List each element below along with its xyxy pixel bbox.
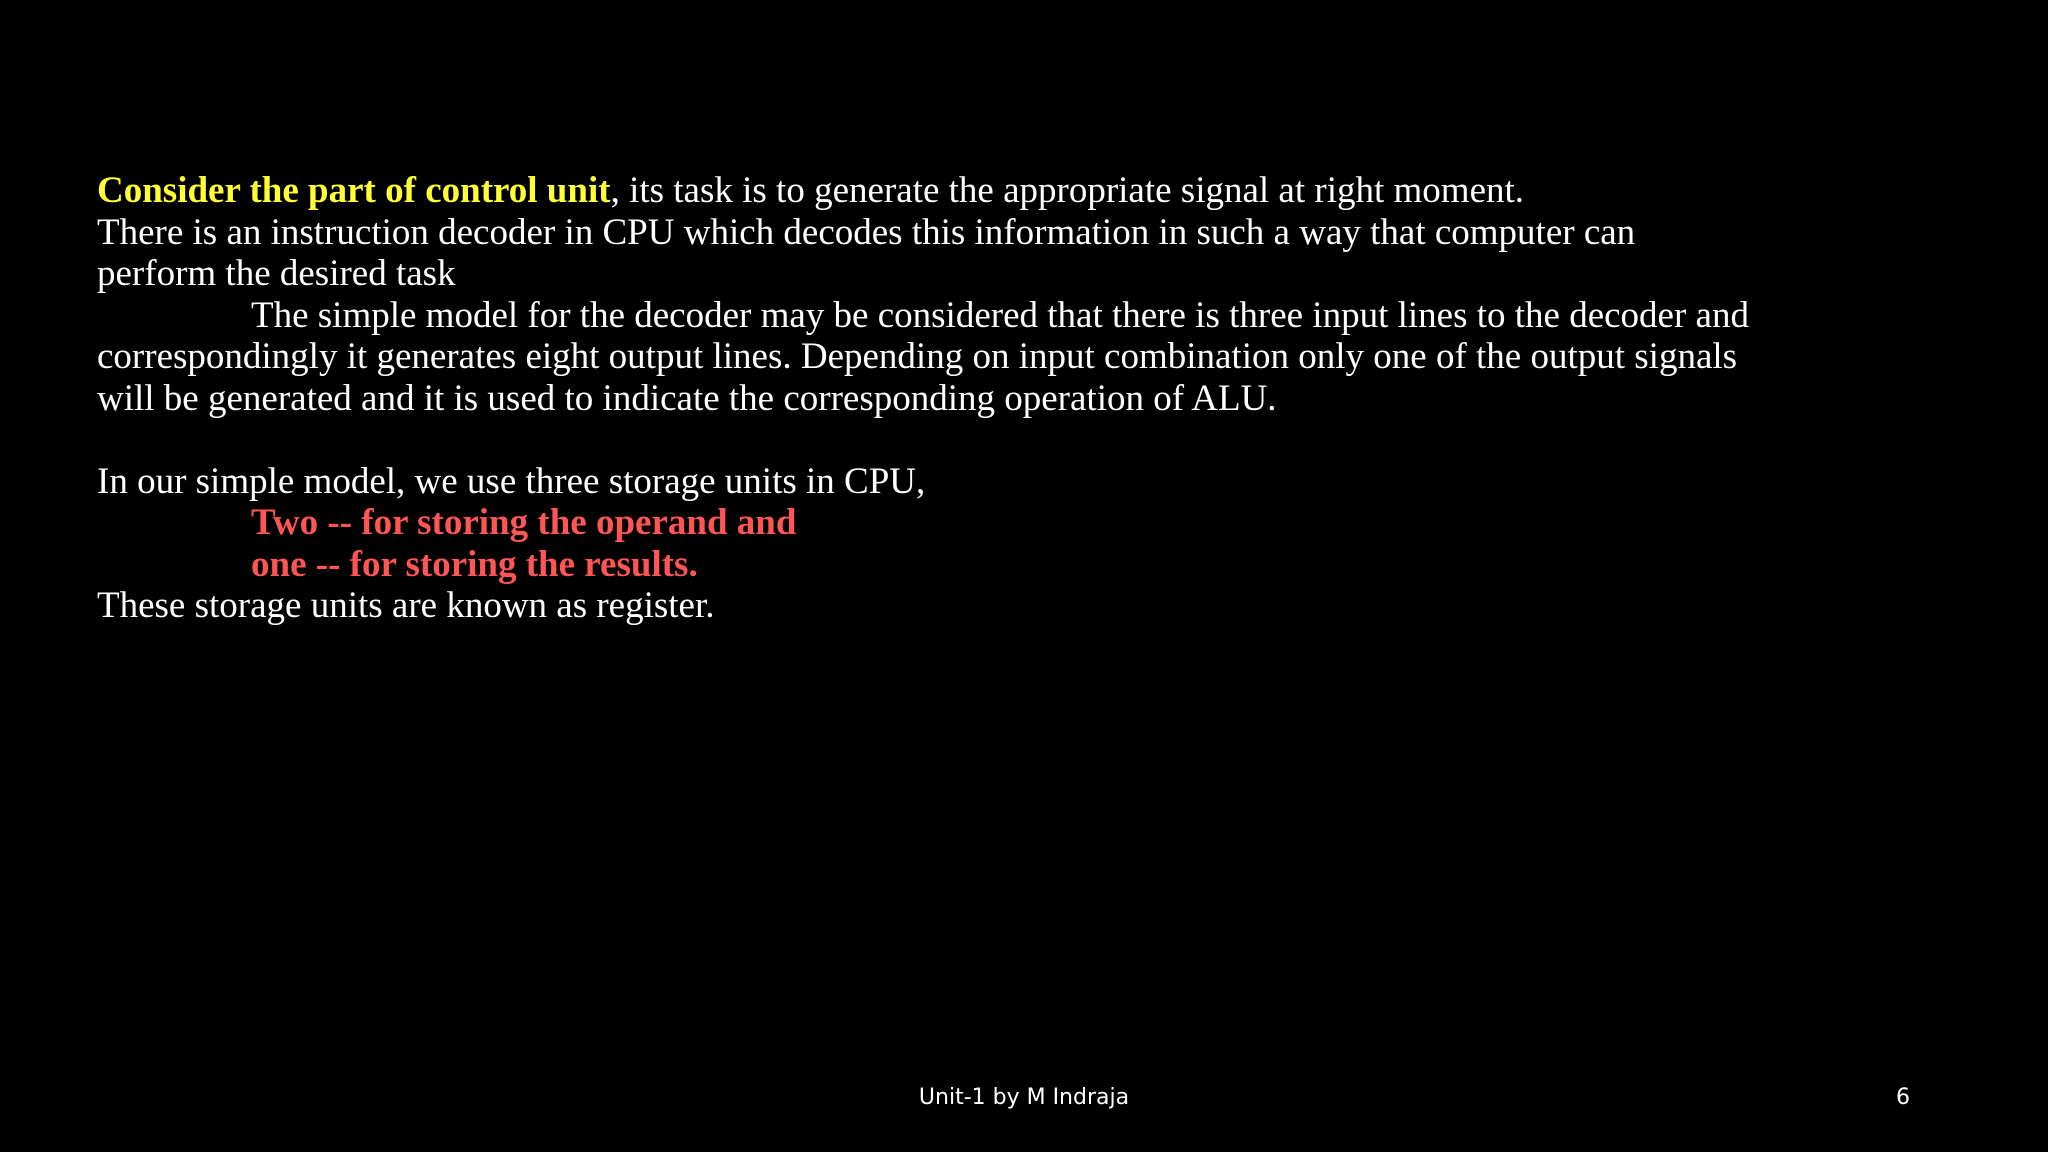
paragraph3-intro: In our simple model, we use three storage units in CPU, bbox=[97, 460, 926, 502]
paragraph2-line3: will be generated and it is used to indicate the corresponding operation of ALU. bbox=[97, 377, 1277, 419]
storage-item-operand: Two -- for storing the operand and bbox=[251, 502, 797, 543]
paragraph1-line3: perform the desired task bbox=[97, 253, 456, 294]
slide-number: 6 bbox=[1896, 1085, 1910, 1110]
paragraph2-line1: The simple model for the decoder may be considered that there is three input lines to the decoder and bbox=[251, 294, 1749, 336]
paragraph1-line2: There is an instruction decoder in CPU which decodes this information in such a way that computer can bbox=[97, 211, 1636, 253]
control-unit-emphasis: Consider the part of control unit bbox=[97, 170, 611, 211]
paragraph1-line1-rest: , its task is to generate the appropriate signal at right moment. bbox=[610, 170, 1525, 211]
paragraph3-closing: These storage units are known as register. bbox=[97, 585, 715, 626]
storage-item-results: one -- for storing the results. bbox=[251, 543, 698, 585]
footer-text: Unit-1 by M Indraja bbox=[918, 1085, 1130, 1110]
paragraph1-line1 bbox=[97, 170, 1957, 212]
slide-body bbox=[97, 170, 1957, 627]
spacer bbox=[97, 419, 1957, 461]
paragraph2-line2: correspondingly it generates eight output lines. Depending on input combination only one of the output signals bbox=[97, 336, 1738, 377]
